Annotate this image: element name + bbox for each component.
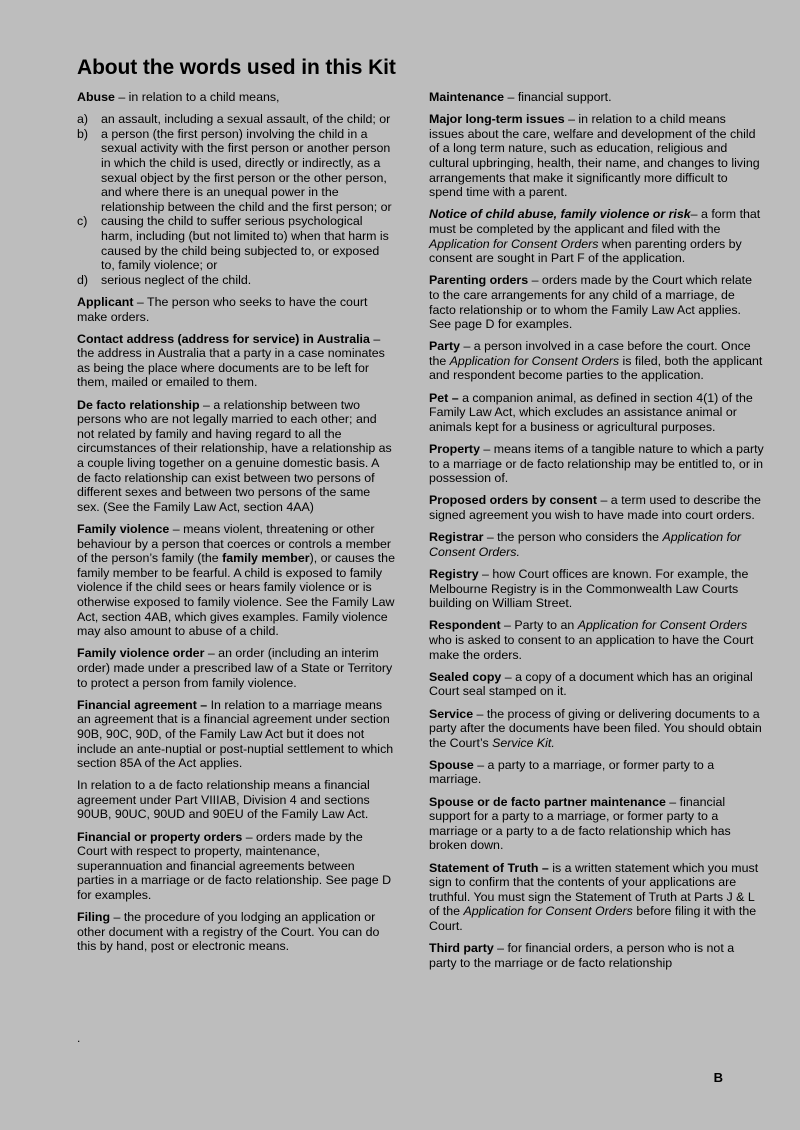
- definition-service: Service – the process of giving or delivering documents to a party after the documents have been filed. You should obtain the Court’s Service Kit.: [429, 706, 762, 750]
- definition-statement-of-truth: Statement of Truth – is a written statement which you must sign to confirm that the contents of your applications are truthful. You must sign the Statement of Truth at Parts J & L of the Application for Consent Orders before filing it with the Court.: [429, 860, 759, 933]
- definition-family-violence-order: Family violence order – an order (including an interim order) made under a prescribed law of a State or Territory to protect a person from family violence.: [77, 646, 393, 690]
- list-item: d) serious neglect of the child.: [77, 272, 252, 287]
- definition-filing: Filing – the procedure of you lodging an application or other document with a registry of the Court. You can do this by hand, post or electronic means.: [77, 910, 380, 954]
- definition-parenting-orders: Parenting orders – orders made by the Court which relate to the care arrangements for any child of a marriage, de facto relationship or to whom the Family Law Act applies. See page D for examples.: [429, 273, 752, 332]
- definition-financial-agreement: Financial agreement – In relation to a marriage means an agreement that is a financial agreement under section 90B, 90C, 90D, of the Family Law Act but it does not include an ante-nuptial or post-nuptial settlement to which section 85A of the Act applies.: [77, 697, 394, 771]
- definition-third-party: Third party – for financial orders, a person who is not a party to the marriage or de facto relationship: [429, 941, 735, 970]
- definition-notice: Notice of child abuse, family violence or risk– a form that must be completed by the applicant and filed with the Application for Consent Orders when parenting orders by consent are sought in Part F of the application.: [429, 207, 761, 266]
- definition-pet: Pet – a companion animal, as defined in section 4(1) of the Family Law Act, which excludes an assistance animal or animals kept for a business or agricultural purposes.: [429, 390, 753, 434]
- abuse-list: [77, 112, 395, 287]
- definition-registry: Registry – how Court offices are known. For example, the Melbourne Registry is in the Commonwealth Law Courts building on William Street.: [429, 566, 749, 611]
- right-column: [429, 90, 764, 978]
- definition-proposed-orders: Proposed orders by consent – a term used to describe the signed agreement you wish to have made into court orders.: [429, 493, 761, 522]
- definition-text: – in relation to a child means,: [114, 90, 280, 104]
- definition-spouse-maintenance: Spouse or de facto partner maintenance – financial support for a party to a marriage, or former party to a marriage or a party to a de facto relationship which has broken down.: [429, 794, 731, 853]
- definition-applicant: Applicant – The person who seeks to have the court make orders.: [77, 294, 368, 324]
- definition-party: Party – a person involved in a case before the court. Once the Application for Consent Orders is filed, both the applicant and respondent become parties to the application.: [429, 339, 763, 383]
- definition-abuse: [77, 90, 395, 105]
- definition-financial-agreement-defacto: In relation to a de facto relationship means a financial agreement under Part VIIIAB, Division 4 and sections 90UB, 90UC, 90UD and 90EU of the Family Law Act.: [77, 778, 370, 822]
- list-item: c) causing the child to suffer serious psychological harm, including (but not limited to) when that harm is caused by the child being subjected to, or exposed to, family violence; or: [77, 214, 389, 273]
- definition-de-facto: De facto relationship – a relationship between two persons who are not legally married to each other; and not related by family and having regard to all the circumstances of their relationship, have a relationship as a couple living together on a genuine domestic basis. A de facto relationship can exist between two persons of different sexes and between two persons of the same sex. (See the Family Law Act, section 4AA): [77, 397, 392, 514]
- footer-dot: .: [77, 1031, 81, 1045]
- definition-contact-address: Contact address (address for service) in Australia – the address in Australia that a party in a case nominates as being the place where documents are to be left for them, mailed or emailed to them.: [77, 331, 385, 390]
- definition-sealed-copy: Sealed copy – a copy of a document which has an original Court seal stamped on it.: [429, 669, 753, 699]
- page-title: About the words used in this Kit: [77, 56, 396, 79]
- definition-registrar: Registrar – the person who considers the Application for Consent Orders.: [429, 530, 742, 559]
- left-column: [77, 90, 395, 962]
- definition-major-issues: Major long-term issues – in relation to a child means issues about the care, welfare and development of the child of a long term nature, such as education, religious and cultural upbringing, health, their name, and changes to living arrangements that make it significantly more difficult to spend time with a parent.: [429, 112, 760, 200]
- term: Abuse: [77, 90, 115, 104]
- list-item: b) a person (the first person) involving the child in a sexual activity with the first person or another person in which the child is used, directly or indirectly, as a sexual object by the first person or the other person, and where there is an unequal power in the relationship between the child and the first person; or: [77, 126, 392, 214]
- page-number: B: [713, 1070, 723, 1085]
- list-item: a) an assault, including a sexual assault, of the child; or: [77, 112, 391, 127]
- definition-family-violence: Family violence – means violent, threatening or other behaviour by a person that coerces or controls a member of the person’s family (the family member), or causes the family member to be fearful. A child is exposed to family violence if the child sees or hears family violence or is otherwise exposed to family violence. See the Family Law Act, section 4AB, which gives examples. Family violence may also amount to abuse of a child.: [77, 522, 395, 639]
- definition-respondent: Respondent – Party to an Application for Consent Orders who is asked to consent to an application to have the Court make the orders.: [429, 618, 754, 662]
- definition-maintenance: Maintenance – financial support.: [429, 90, 612, 104]
- definition-spouse: Spouse – a party to a marriage, or former party to a marriage.: [429, 757, 715, 787]
- definition-property: Property – means items of a tangible nature to which a party to a marriage or de facto relationship may be entitled to, or in possession of.: [429, 442, 764, 486]
- definition-financial-orders: Financial or property orders – orders made by the Court with respect to property, maintenance, superannuation and financial agreements between parties in a marriage or de facto relationship. See page D for examples.: [77, 829, 392, 903]
